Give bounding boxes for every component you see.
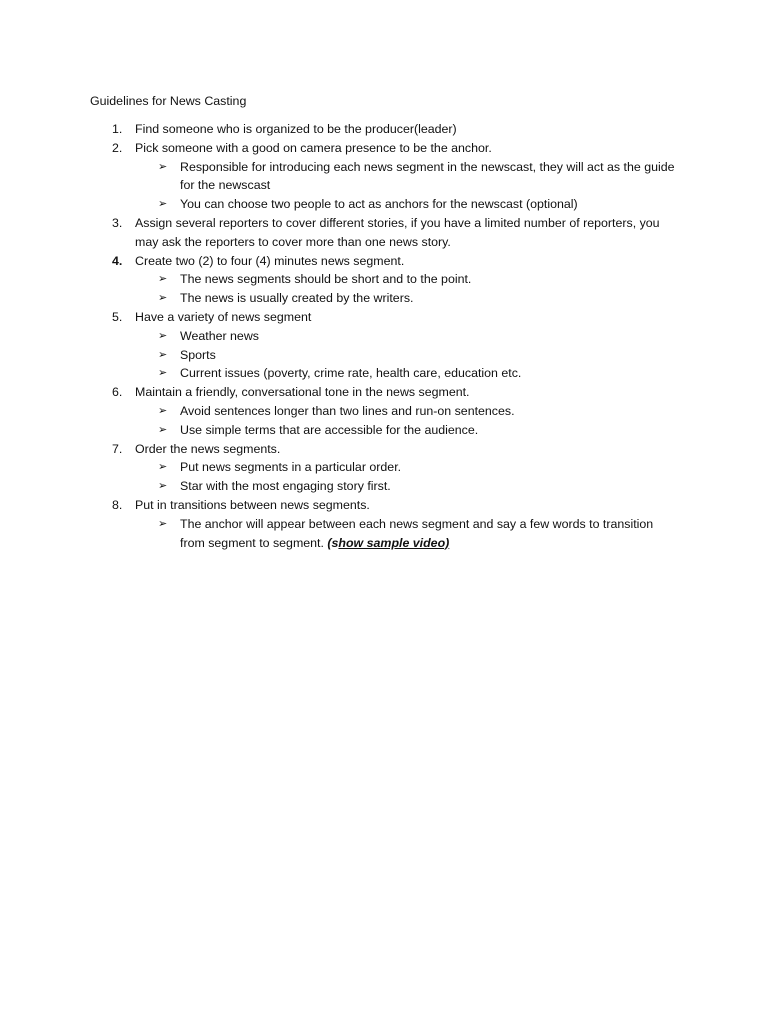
sub-list-item xyxy=(0,402,768,421)
arrow-bullet-icon: ➢ xyxy=(158,329,168,342)
arrow-bullet-icon: ➢ xyxy=(158,367,168,380)
arrow-bullet-icon: ➢ xyxy=(158,348,168,361)
sub-list-item xyxy=(0,327,768,346)
sub-item-text: The news segments should be short and to the point. xyxy=(180,272,472,287)
sub-item-text: Put news segments in a particular order. xyxy=(180,460,402,475)
sub-item-text: The news is usually created by the writers. xyxy=(180,291,414,306)
sub-list-item xyxy=(0,289,768,308)
list-item xyxy=(0,383,768,402)
list-item xyxy=(0,139,768,158)
sub-list-item xyxy=(0,458,768,477)
item-text: Pick someone with a good on camera presence to be the anchor. xyxy=(135,140,492,155)
arrow-bullet-icon: ➢ xyxy=(158,160,168,173)
sub-list-item xyxy=(0,421,768,440)
sub-item-text: Current issues (poverty, crime rate, health care, education etc. xyxy=(180,366,522,381)
item-text: Assign several reporters to cover different stories, if you have a limited number of reporters, you may ask the reporters to cover more than one news story. xyxy=(135,215,660,249)
sub-list-item xyxy=(0,346,768,365)
sub-item-text: You can choose two people to act as anchors for the newscast (optional) xyxy=(180,197,578,212)
item-number: 4. xyxy=(112,253,123,268)
sample-video-link[interactable] xyxy=(327,536,449,550)
sub-list-item xyxy=(0,515,768,553)
item-text: Create two (2) to four (4) minutes news segment. xyxy=(135,253,405,268)
list-item xyxy=(0,440,768,459)
item-text: Find someone who is organized to be the producer(leader) xyxy=(135,122,457,136)
sample-video-link-open: (s xyxy=(327,535,339,550)
arrow-bullet-icon: ➢ xyxy=(158,198,168,211)
sub-list-item xyxy=(0,477,768,496)
list-item xyxy=(0,496,768,515)
sub-list-item xyxy=(0,364,768,383)
item-text: Order the news segments. xyxy=(135,441,281,456)
sub-list-item xyxy=(0,195,768,214)
item-number: 2. xyxy=(112,140,123,155)
document-title: Guidelines for News Casting xyxy=(90,94,247,108)
item-text: Put in transitions between news segments. xyxy=(135,497,370,512)
sub-item-text: Star with the most engaging story first. xyxy=(180,479,391,494)
item-number: 7. xyxy=(112,441,123,456)
sub-item-text: Use simple terms that are accessible for the audience. xyxy=(180,422,479,437)
item-number: 8. xyxy=(112,497,123,512)
arrow-bullet-icon: ➢ xyxy=(158,461,168,474)
item-text: Maintain a friendly, conversational tone in the news segment. xyxy=(135,385,470,400)
item-number: 5. xyxy=(112,309,123,324)
arrow-bullet-icon: ➢ xyxy=(158,517,168,530)
item-number: 6. xyxy=(112,385,123,400)
item-number: 1. xyxy=(112,122,123,136)
sub-list-item xyxy=(0,270,768,289)
item-number: 3. xyxy=(112,215,123,230)
sub-item-text: Responsible for introducing each news segment in the newscast, they will act as the guide for the newscast xyxy=(180,159,675,193)
sub-item-text: Weather news xyxy=(180,328,259,343)
list-item xyxy=(0,214,768,252)
list-item xyxy=(0,120,768,139)
arrow-bullet-icon: ➢ xyxy=(158,404,168,417)
arrow-bullet-icon: ➢ xyxy=(158,273,168,286)
sub-item-text: The anchor will appear between each news segment and say a few words to transition from segment to segment. xyxy=(180,516,654,550)
list-item xyxy=(0,252,768,271)
sub-item-text: Sports xyxy=(180,347,216,362)
list-item xyxy=(0,308,768,327)
arrow-bullet-icon: ➢ xyxy=(158,423,168,436)
sub-item-text: Avoid sentences longer than two lines and run-on sentences. xyxy=(180,403,515,418)
guidelines-list xyxy=(0,120,768,552)
item-text: Have a variety of news segment xyxy=(135,309,312,324)
arrow-bullet-icon: ➢ xyxy=(158,292,168,305)
arrow-bullet-icon: ➢ xyxy=(158,480,168,493)
sample-video-link-underlined: how sample video) xyxy=(338,535,450,550)
sub-list-item xyxy=(0,158,768,196)
